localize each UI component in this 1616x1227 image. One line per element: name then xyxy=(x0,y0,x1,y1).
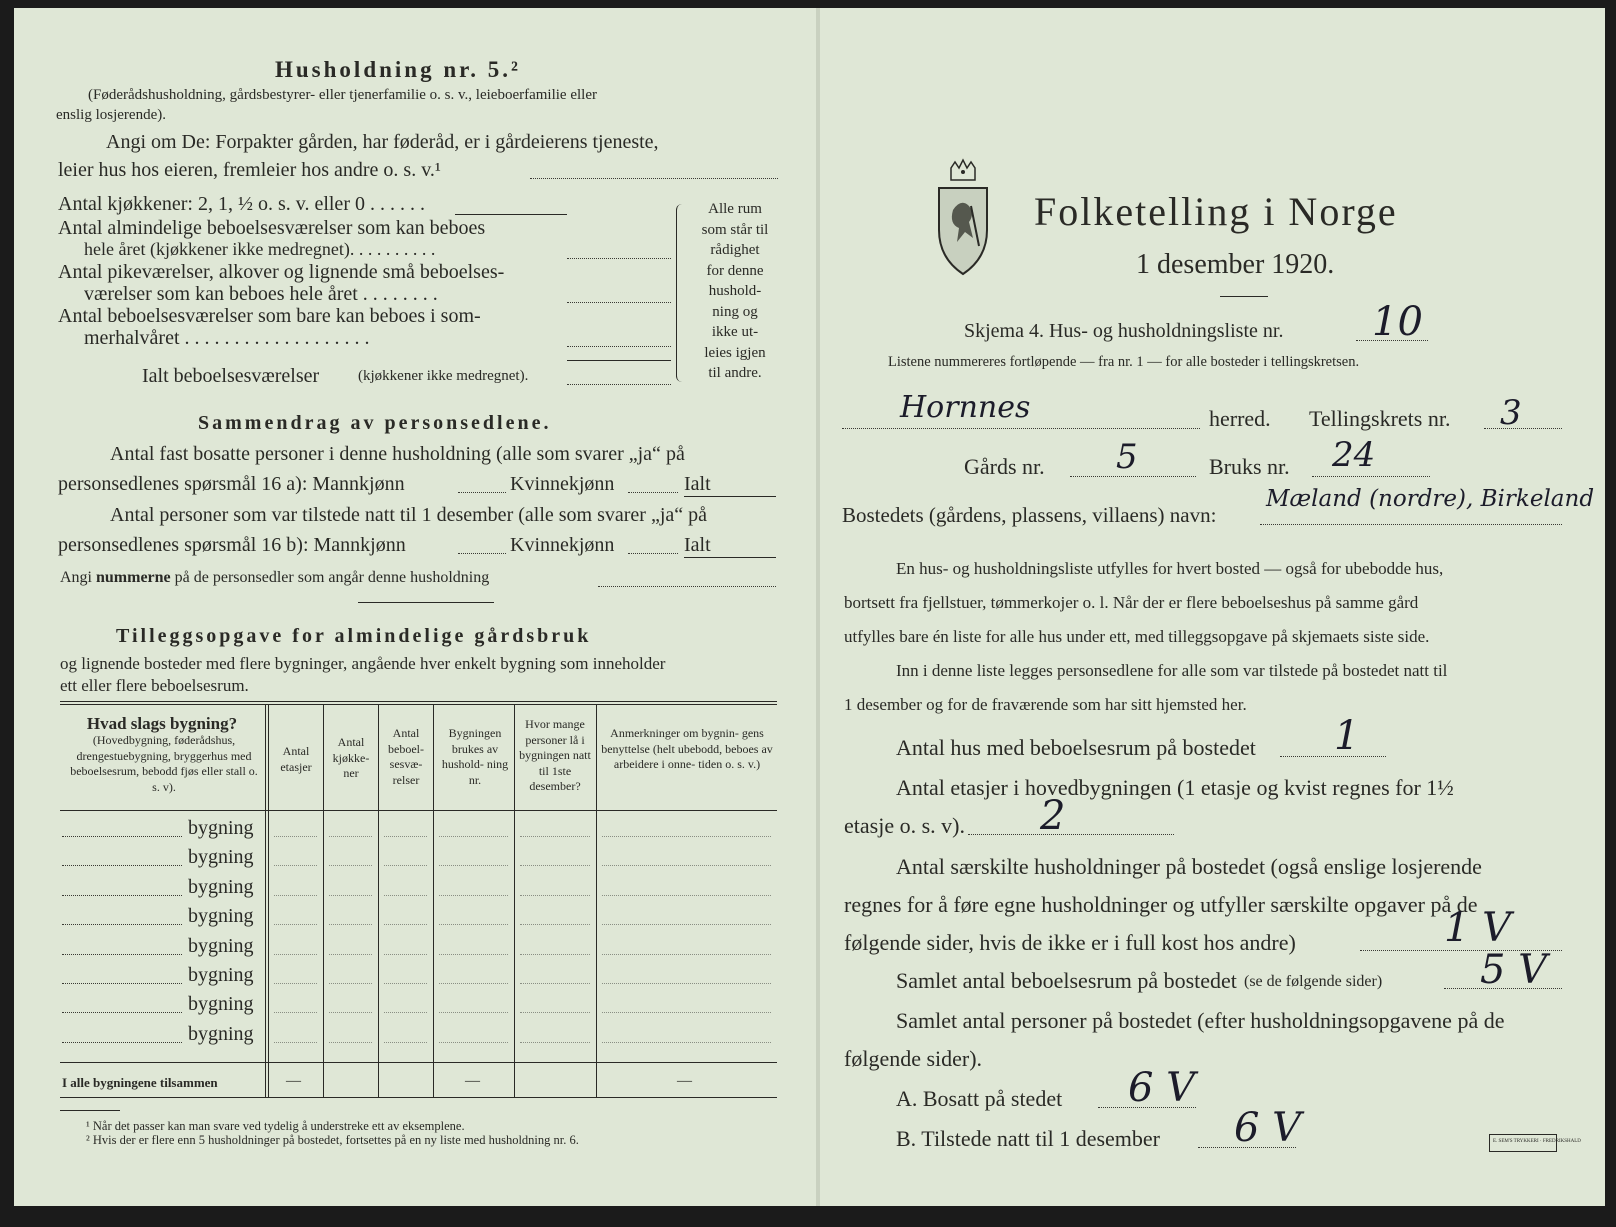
hus-value: 1 xyxy=(1334,713,1360,759)
ialt-note: (kjøkkener ikke medregnet). xyxy=(358,368,529,384)
bygning-row-cell xyxy=(602,895,771,896)
angi-line-2: leier hus hos eieren, fremleier hos andre o. s. v.¹ xyxy=(58,159,441,181)
total-label: I alle bygningene tilsammen xyxy=(62,1075,218,1090)
bygning-row-label: bygning xyxy=(188,846,254,869)
side-note-line: ikke ut- xyxy=(711,324,759,340)
bygning-row-cell xyxy=(384,924,427,925)
bygning-row-cell xyxy=(439,895,508,896)
bygning-row-cell xyxy=(439,983,508,984)
side-note-line: hushold- xyxy=(708,283,762,299)
bosted-value: Mæland (nordre), Birkeland xyxy=(1266,486,1595,512)
bygning-row-cell xyxy=(274,1042,317,1043)
sum-a-ialt: Ialt xyxy=(684,473,711,495)
nummerne-line: Angi nummerne på de personsedler som angår denne husholdning xyxy=(60,569,490,586)
tillegg-title: Tilleggsopgave for almindelige gårdsbruk xyxy=(116,625,592,647)
pike-label-1: Antal pikeværelser, alkover og lignende små beboelses- xyxy=(58,261,505,283)
side-note-line: leies igjen xyxy=(704,344,766,361)
bygning-row-cell xyxy=(520,924,590,925)
summary-title: Sammendrag av personsedlene. xyxy=(198,412,552,434)
side-note xyxy=(690,199,780,384)
info-4: Inn i denne liste legges personsedlene for alle som var tilstede på bostedet natt til xyxy=(896,661,1448,680)
bygning-row-cell xyxy=(274,895,317,896)
th-etasjer: Antal etasjer xyxy=(280,744,312,774)
bygning-row-cell xyxy=(602,1012,771,1013)
rooms-brace xyxy=(676,204,687,382)
bygning-row-cell xyxy=(520,954,590,955)
bygning-row-line xyxy=(62,836,182,837)
th-bygning-sub: (Hovedbygning, føderådshus, drengestuebygning, bryggerhus med beboelsesrum, bebodd fjøs eller stall o. s. v). xyxy=(70,733,258,794)
herred-label: herred. xyxy=(1209,406,1271,431)
etasjer-2: etasje o. s. v). xyxy=(844,813,965,838)
bosted-label: Bostedets (gårdens, plassens, villaens) navn: xyxy=(842,503,1217,527)
etasjer-1: Antal etasjer i hovedbygningen (1 etasje og kvist regnes for 1½ xyxy=(896,775,1454,800)
bygning-row-cell xyxy=(329,1012,372,1013)
household-title: Husholdning nr. 5.² xyxy=(275,57,521,82)
side-note-line: Alle rum xyxy=(708,201,762,217)
side-note-line: til andre. xyxy=(708,365,762,381)
bygning-row-cell xyxy=(439,924,508,925)
side-note-line: ning og xyxy=(712,303,758,320)
bygning-row-cell xyxy=(520,836,590,837)
bygning-row-cell xyxy=(329,895,372,896)
bygning-row-cell xyxy=(439,1042,508,1043)
coat-of-arms-icon xyxy=(935,158,991,276)
bygning-row-label: bygning xyxy=(188,993,254,1016)
sommer-label-1: Antal beboelsesværelser som bare kan beboes i som- xyxy=(58,305,481,327)
info-1: En hus- og husholdningsliste utfylles for hvert bosted — også for ubebodde hus, xyxy=(896,559,1444,578)
sum-b-kvinne: Kvinnekjønn xyxy=(510,534,615,556)
bygning-row-label: bygning xyxy=(188,964,254,986)
bygning-row-line xyxy=(62,1042,182,1043)
liste-nr-value: 10 xyxy=(1372,299,1423,345)
th-brukes: Bygningen brukes av hushold- ning nr. xyxy=(441,726,509,787)
household-note-2: enslig losjerende). xyxy=(56,107,166,123)
bygning-row-cell xyxy=(520,865,590,866)
gards-value: 5 xyxy=(1116,437,1138,477)
sommer-label-2: merhalvåret . . . . . . . . . . . . . . . . . . . xyxy=(84,327,370,349)
bygning-row-cell xyxy=(439,836,508,837)
rum-label: Samlet antal beboelsesrum på bostedet xyxy=(896,968,1237,993)
pike-label-2: værelser som kan beboes hele året . . . . . . . . xyxy=(84,283,438,305)
bygning-row-cell xyxy=(384,1042,427,1043)
bygning-row-cell xyxy=(602,865,771,866)
bruks-value: 24 xyxy=(1332,435,1376,475)
bygning-row-cell xyxy=(274,865,317,866)
bygning-row-cell xyxy=(439,865,508,866)
saer-2: regnes for å føre egne husholdninger og utfyller særskilte opgaver på de xyxy=(844,892,1478,917)
sum-a-kvinne: Kvinnekjønn xyxy=(510,473,615,495)
bygning-row-line xyxy=(62,865,182,866)
a-value: 6 V xyxy=(1128,1065,1196,1111)
bygning-row-cell xyxy=(439,954,508,955)
bygning-row-line xyxy=(62,895,182,896)
census-date: 1 desember 1920. xyxy=(1136,249,1335,280)
side-note-line: for denne xyxy=(706,262,764,279)
bygning-row-cell xyxy=(274,1012,317,1013)
saer-value: 1 V xyxy=(1444,905,1512,951)
printer-stamp: E. SEM'S TRYKKERI · FREDRIKSHALD xyxy=(1489,1134,1557,1152)
total-dash-1: — xyxy=(286,1073,301,1089)
bygning-row-cell xyxy=(520,895,590,896)
bygning-row-cell xyxy=(274,983,317,984)
bygning-row-cell xyxy=(384,895,427,896)
bygning-row-cell xyxy=(384,1012,427,1013)
bygning-row-label: bygning xyxy=(188,817,254,839)
b-value: 6 V xyxy=(1234,1105,1302,1151)
sum-a-1: Antal fast bosatte personer i denne husholdning (alle som svarer „ja“ på xyxy=(110,443,685,465)
bygning-row-line xyxy=(62,924,182,925)
info-5: 1 desember og for de fraværende som har sitt hjemsted her. xyxy=(844,695,1247,714)
bygning-row-cell xyxy=(329,924,372,925)
bygning-row-line xyxy=(62,954,182,955)
sum-b-2: personsedlenes spørsmål 16 b): Mannkjønn xyxy=(58,534,406,556)
tillegg-line-2: ett eller flere beboelsesrum. xyxy=(60,676,249,695)
etasjer-value: 2 xyxy=(1040,793,1066,839)
gards-label: Gårds nr. xyxy=(964,454,1045,479)
sum-b-1: Antal personer som var tilstede natt til 1 desember (alle som svarer „ja“ på xyxy=(110,504,708,526)
saer-1: Antal særskilte husholdninger på bostedet (også enslige losjerende xyxy=(896,854,1482,879)
bygning-row-cell xyxy=(274,954,317,955)
alm-label-2: hele året (kjøkkener ikke medregnet). . . . . . . . . . xyxy=(84,239,436,259)
bygning-row-cell xyxy=(520,983,590,984)
bygning-row-cell xyxy=(520,1012,590,1013)
info-2: bortsett fra fjellstuer, tømmerkojer o. l. Når der er flere beboelseshus på samme gård xyxy=(844,593,1419,612)
bygning-row-cell xyxy=(384,836,427,837)
listene-note: Listene nummereres fortløpende — fra nr. 1 — for alle bosteder i tellingskretsen. xyxy=(888,354,1360,370)
bygning-row-label: bygning xyxy=(188,905,254,928)
bygning-row-cell xyxy=(329,836,372,837)
angi-line-1: Angi om De: Forpakter gården, har føderåd, er i gårdeierens tjeneste, xyxy=(106,131,659,153)
bygning-row-cell xyxy=(520,1042,590,1043)
bygning-row-label: bygning xyxy=(188,875,254,898)
tellingskrets-label: Tellingskrets nr. xyxy=(1309,406,1451,431)
a-label: A. Bosatt på stedet xyxy=(896,1086,1063,1111)
rum-value: 5 V xyxy=(1480,947,1548,993)
side-note-line: rådighet xyxy=(710,242,760,258)
th-beboelse: Antal beboel- sesvæ- relser xyxy=(388,726,424,787)
household-note-1: (Føderådshusholdning, gårdsbestyrer- eller tjenerfamilie o. s. v., leieboerfamilie eller xyxy=(88,87,597,103)
sum-a-2: personsedlenes spørsmål 16 a): Mannkjønn xyxy=(58,473,405,495)
saer-3: følgende sider, hvis de ikke er i full kost hos andre) xyxy=(844,930,1296,955)
bygning-row-cell xyxy=(329,1042,372,1043)
side-note-line: som står til xyxy=(701,221,769,238)
bygning-row-cell xyxy=(384,954,427,955)
bygning-row-cell xyxy=(602,924,771,925)
rum-note: (se de følgende sider) xyxy=(1244,973,1383,990)
bruks-label: Bruks nr. xyxy=(1209,454,1290,479)
bygning-row-cell xyxy=(274,924,317,925)
skjema-label: Skjema 4. Hus- og husholdningsliste nr. xyxy=(964,320,1284,342)
left-page xyxy=(14,8,816,1206)
bygning-row-cell xyxy=(329,954,372,955)
th-bygning-title: Hvad slags bygning? xyxy=(86,714,238,733)
th-personer: Hvor mange personer lå i bygningen natt til 1ste desember? xyxy=(519,717,591,794)
bygning-row-cell xyxy=(384,983,427,984)
bygning-row-cell xyxy=(329,983,372,984)
footnote-2: ² Hvis der er flere enn 5 husholdninger på bostedet, fortsettes på en ny liste med husholdning nr. 6. xyxy=(86,1133,579,1147)
pers-2: følgende sider). xyxy=(844,1046,983,1071)
hus-label: Antal hus med beboelsesrum på bostedet xyxy=(896,735,1256,760)
th-kjokkener: Antal kjøkke- ner xyxy=(332,735,370,781)
bygning-row-cell xyxy=(439,1012,508,1013)
total-dash-3: — xyxy=(677,1073,692,1089)
bygning-row-line xyxy=(62,1012,182,1013)
b-label: B. Tilstede natt til 1 desember xyxy=(896,1126,1160,1151)
main-title: Folketelling i Norge xyxy=(1034,189,1398,234)
bygning-row-label: bygning xyxy=(188,1022,254,1045)
kjokkener-label: Antal kjøkkener: 2, 1, ½ o. s. v. eller 0 . . . . . . xyxy=(58,193,425,215)
bygning-row-cell xyxy=(384,865,427,866)
bygning-row-line xyxy=(62,983,182,984)
sum-b-ialt: Ialt xyxy=(684,534,711,556)
bygning-row-cell xyxy=(602,983,771,984)
tillegg-line-1: og lignende bosteder med flere bygninger, angående hver enkelt bygning som inneholder xyxy=(60,654,666,673)
info-3: utfylles bare én liste for alle hus under ett, med tilleggsopgave på skjemaets siste side. xyxy=(844,627,1430,646)
bygning-row-cell xyxy=(329,865,372,866)
th-anmerkninger: Anmerkninger om bygnin- gens benyttelse (helt ubebodd, beboes av arbeidere i onne- tiden o. s. v.) xyxy=(601,726,773,772)
bygning-row-cell xyxy=(602,836,771,837)
pers-1: Samlet antal personer på bostedet (efter husholdningsopgavene på de xyxy=(896,1008,1505,1033)
total-dash-2: — xyxy=(465,1073,480,1089)
tellingskrets-value: 3 xyxy=(1500,393,1522,433)
herred-value: Hornnes xyxy=(900,390,1031,425)
alm-label-1: Antal almindelige beboelsesværelser som kan beboes xyxy=(58,217,486,239)
bygning-row-cell xyxy=(274,836,317,837)
bygning-row-label: bygning xyxy=(188,934,254,957)
bygning-row-cell xyxy=(602,954,771,955)
bygning-row-cell xyxy=(602,1042,771,1043)
footnote-1: ¹ Når det passer kan man svare ved tydelig å understreke ett av eksemplene. xyxy=(86,1119,465,1133)
ialt-label: Ialt beboelsesværelser xyxy=(142,365,320,387)
